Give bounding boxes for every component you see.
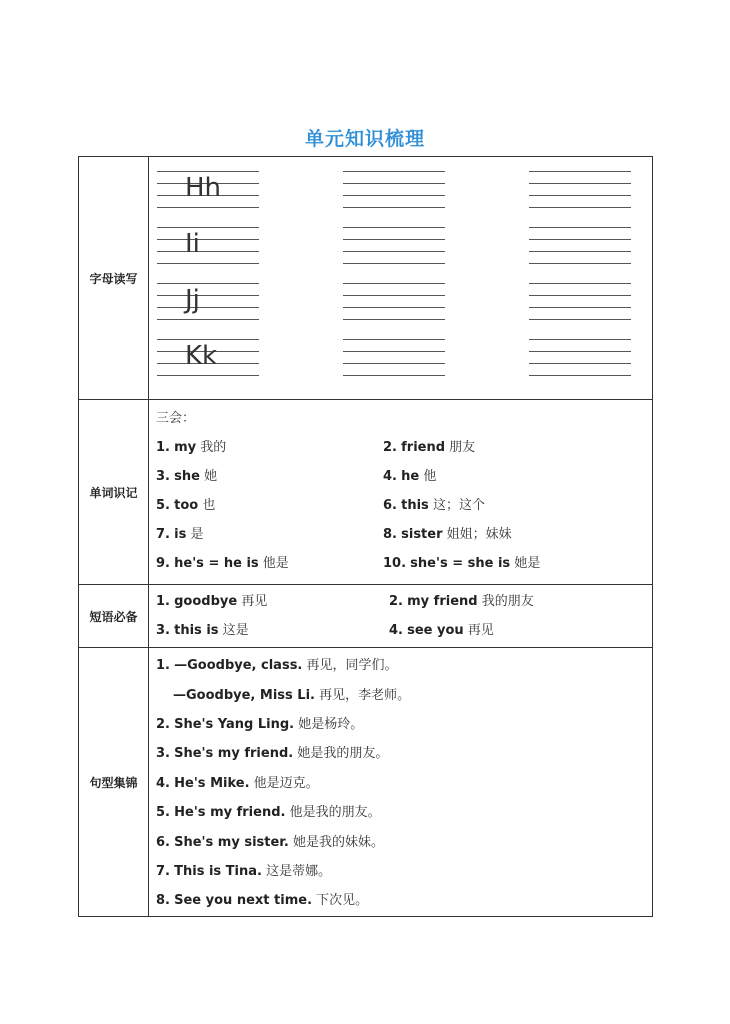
writing-guide-line xyxy=(343,227,445,228)
writing-guide-line xyxy=(343,171,445,172)
word-item: 9. he's = he is 他是 xyxy=(156,556,289,571)
sentence-item: —Goodbye, Miss Li. 再见，李老师。 xyxy=(173,688,411,703)
writing-guide-line xyxy=(529,239,631,240)
words-intro: 三会： xyxy=(156,411,196,426)
writing-guide-line xyxy=(529,171,631,172)
writing-guide-line xyxy=(529,307,631,308)
writing-guide-line xyxy=(157,319,259,320)
phrase-item: 1. goodbye 再见 xyxy=(156,594,268,609)
word-item: 1. my 我的 xyxy=(156,440,227,455)
writing-guide-line xyxy=(529,283,631,284)
writing-guide-line xyxy=(529,319,631,320)
word-item: 3. she 她 xyxy=(156,469,218,484)
writing-guide-line xyxy=(529,263,631,264)
writing-guide-line xyxy=(343,295,445,296)
writing-guide-line xyxy=(343,363,445,364)
letters-content xyxy=(149,157,652,399)
letters-label: 字母读写 xyxy=(79,157,149,399)
writing-guide-line xyxy=(157,283,259,284)
word-item: 10. she's = she is 她是 xyxy=(383,556,541,571)
word-item: 8. sister 姐姐；妹妹 xyxy=(383,527,512,542)
writing-guide-line xyxy=(343,239,445,240)
writing-guide-line xyxy=(343,307,445,308)
sentence-item: 4. He's Mike. 他是迈克。 xyxy=(156,776,319,791)
writing-guide-line xyxy=(529,195,631,196)
words-label: 单词识记 xyxy=(79,400,149,584)
writing-guide-line xyxy=(529,251,631,252)
sentences-row xyxy=(79,648,652,916)
writing-guide-line xyxy=(529,351,631,352)
letters-row xyxy=(79,157,652,400)
phrases-content xyxy=(149,585,652,647)
writing-guide-line xyxy=(529,207,631,208)
sentences-label: 句型集锦 xyxy=(79,648,149,916)
writing-guide-line xyxy=(157,375,259,376)
page-title: 单元知识梳理 xyxy=(304,128,425,150)
knowledge-table xyxy=(78,156,653,917)
words-content xyxy=(149,400,652,584)
sentence-item: 3. She's my friend. 她是我的朋友。 xyxy=(156,746,389,761)
phrases-row xyxy=(79,585,652,648)
sentence-item: 2. She's Yang Ling. 她是杨玲。 xyxy=(156,717,364,732)
word-item: 4. he 他 xyxy=(383,469,437,484)
sentence-item: 8. See you next time. 下次见。 xyxy=(156,893,369,908)
words-row xyxy=(79,400,652,585)
writing-guide-line xyxy=(343,339,445,340)
phrase-item: 2. my friend 我的朋友 xyxy=(389,594,534,609)
writing-guide-line xyxy=(529,339,631,340)
writing-guide-line xyxy=(343,195,445,196)
sentence-item: 1. —Goodbye, class. 再见，同学们。 xyxy=(156,658,398,673)
sentences-content xyxy=(149,648,652,916)
writing-guide-line xyxy=(529,227,631,228)
writing-guide-line xyxy=(529,295,631,296)
writing-guide-line xyxy=(157,339,259,340)
writing-guide-line xyxy=(343,263,445,264)
writing-guide-line xyxy=(343,183,445,184)
phrases-label: 短语必备 xyxy=(79,585,149,647)
writing-guide-line xyxy=(157,251,259,252)
writing-guide-line xyxy=(157,295,259,296)
word-item: 2. friend 朋友 xyxy=(383,440,476,455)
letter-pair-k: Kk xyxy=(185,341,218,371)
sentence-item: 5. He's my friend. 他是我的朋友。 xyxy=(156,805,381,820)
writing-guide-line xyxy=(343,283,445,284)
word-item: 6. this 这；这个 xyxy=(383,498,485,513)
phrase-item: 4. see you 再见 xyxy=(389,623,494,638)
writing-guide-line xyxy=(157,263,259,264)
letter-pair-h: Hh xyxy=(185,173,222,203)
word-item: 5. too 也 xyxy=(156,498,216,513)
letter-pair-i: Ii xyxy=(185,229,200,259)
writing-guide-line xyxy=(529,183,631,184)
writing-guide-line xyxy=(157,171,259,172)
sentence-item: 7. This is Tina. 这是蒂娜。 xyxy=(156,864,332,879)
writing-guide-line xyxy=(343,351,445,352)
writing-guide-line xyxy=(529,375,631,376)
phrase-item: 3. this is 这是 xyxy=(156,623,249,638)
writing-guide-line xyxy=(157,227,259,228)
writing-guide-line xyxy=(157,307,259,308)
writing-guide-line xyxy=(343,375,445,376)
sentence-item: 6. She's my sister. 她是我的妹妹。 xyxy=(156,835,384,850)
writing-guide-line xyxy=(343,251,445,252)
writing-guide-line xyxy=(157,207,259,208)
writing-guide-line xyxy=(529,363,631,364)
word-item: 7. is 是 xyxy=(156,527,204,542)
writing-guide-line xyxy=(343,319,445,320)
writing-guide-line xyxy=(157,239,259,240)
letter-pair-j: Jj xyxy=(185,285,200,315)
writing-guide-line xyxy=(343,207,445,208)
